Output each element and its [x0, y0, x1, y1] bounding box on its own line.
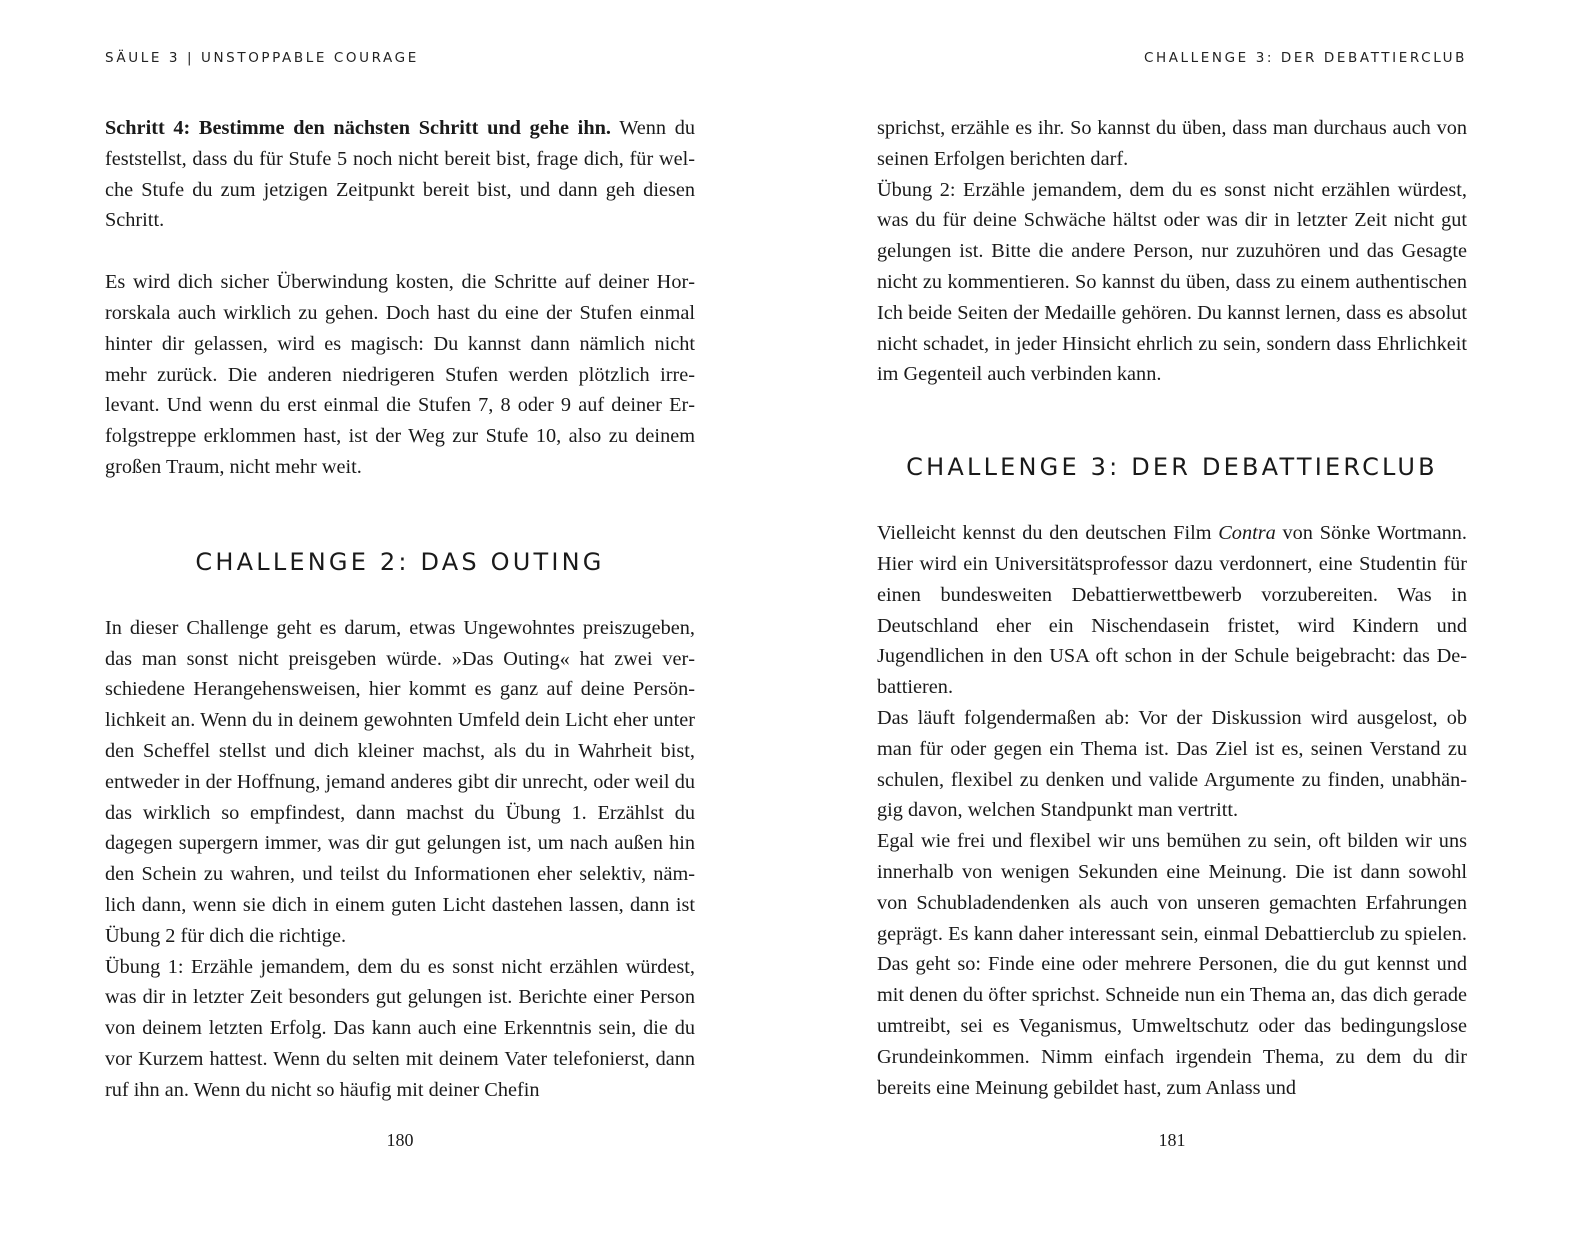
left-page — [105, 0, 695, 1240]
right-page — [877, 0, 1467, 1240]
running-head-right: CHALLENGE 3: DER DEBATTIERCLUB — [1143, 50, 1467, 66]
contra-text-before: Vielleicht kennst du den deutschen Film — [877, 522, 1219, 545]
continued-paragraph: sprichst, erzähle es ihr. So kannst du üben, dass man durchaus auch von seinen Erfolgen berichten darf. — [877, 117, 1467, 170]
outing-paragraph: In dieser Challenge geht es darum, etwas Ungewohntes preiszugeben, das man sonst nicht preisgeben würde. »Das Outing« hat zwei verschiedene Herangehensweisen, hier kommt es ganz auf deine Persönlichkeit an. Wenn du in deinem gewohnten Umfeld dein Licht eher unter den Scheffel stellst und dich kleiner machst, als du in Wahrheit bist, entweder in der Hoffnung, jemand anderes gibt dir unrecht, oder weil du das wirklich so empfindest, dann machst du Übung 1. Erzählst du dagegen supergern immer, was dir gut gelungen ist, um nach außen hin den Schein zu wahren, und teilst du Informationen eher selektiv, nämlich dann, wenn sie dich in einem guten Licht dastehen lassen, dann ist Übung 2 für dich die richtige. — [105, 616, 695, 947]
egal-paragraph: Egal wie frei und flexibel wir uns bemühen zu sein, oft bilden wir uns innerhalb von wenigen Sekunden eine Meinung. Die ist dann sowohl von Schubladendenken als auch von unseren gemachten Erfahrungen geprägt. Es kann daher interessant sein, einmal Debattierclub zu spielen. Das geht so: Finde eine oder mehrere Personen, die du gut kennst und mit denen du öfter sprichst. Schneide nun ein Thema an, das dich gerade umtreibt, sei es Veganismus, Umweltschutz oder das bedingungslose Grundeinkommen. Nimm einfach irgendein Thema, zu dem du dir bereits eine Meinung gebildet hast, zum Anlass und — [877, 830, 1467, 1099]
horror-scale-paragraph: Es wird dich sicher Überwindung kosten, die Schritte auf deiner Horrorskala auch wirklich zu gehen. Doch hast du eine der Stufen einmal hinter dir gelassen, wird es magisch: Du kannst dann nämlich nicht mehr zurück. Die anderen niedrigeren Stufen werden plötzlich irrelevant. Und wenn du erst einmal die Stufen 7, 8 oder 9 auf deiner Erfolgstreppe erklommen hast, ist der Weg zur Stufe 10, also zu deinem großen Traum, nicht mehr weit. — [105, 271, 695, 478]
page-number-left: 180 — [386, 1130, 414, 1150]
step4-text: Wenn du feststellst, dass du für Stufe 5 noch nicht bereit bist, frage dich, für welche Stufe du zum jetzigen Zeitpunkt bereit bist, und dann geh diesen Schritt. — [105, 117, 695, 232]
running-head-left: SÄULE 3 | UNSTOPPABLE COURAGE — [105, 50, 419, 66]
uebung-1-paragraph: Übung 1: Erzähle jemandem, dem du es sonst nicht erzählen würdest, was dir in letzter Zeit besonders gut gelungen ist. Berichte einer Person von deinem letzten Erfolg. Das kann auch eine Erkenntnis sein, die du vor Kurzem hattest. Wenn du selten mit deinem Vater telefonierst, dann ruf ihn an. Wenn du nicht so häufig mit deiner Chefin — [105, 955, 695, 1101]
challenge-2-heading: CHALLENGE 2: DAS OUTING — [195, 547, 605, 576]
film-title-contra: Contra — [1218, 522, 1276, 545]
step4-paragraph — [105, 113, 695, 236]
right-page-body — [877, 113, 1467, 1103]
uebung-2-paragraph: Übung 2: Erzähle jemandem, dem du es sonst nicht erzählen würdest, was du für deine Schwäche hältst oder was dir in letzter Zeit nicht gut gelungen ist. Bitte die andere Person, nur zuzuhören und das Gesagte nicht zu kommentieren. So kannst du üben, dass zu einem authentischen Ich beide Seiten der Medaille gehören. Du kannst lernen, dass es absolut nicht schadet, in jeder Hinsicht ehrlich zu sein, sondern dass Ehrlichkeit im Gegenteil auch verbinden kann. — [877, 178, 1467, 386]
step4-bold-lead: Schritt 4: Bestimme den nächsten Schritt und gehe ihn. — [105, 117, 611, 139]
left-page-body — [105, 113, 695, 1106]
ablauf-paragraph: Das läuft folgendermaßen ab: Vor der Diskussion wird ausgelost, ob man für oder gegen ein Thema ist. Das Ziel ist es, seinen Verstand zu schulen, flexibel zu denken und valide Argumente zu finden, unabhängig davon, welchen Standpunkt man vertritt. — [877, 706, 1467, 822]
contra-paragraph — [877, 518, 1467, 703]
challenge-3-heading: CHALLENGE 3: DER DEBATTIERCLUB — [906, 453, 1438, 482]
page-number-right: 181 — [1158, 1130, 1186, 1150]
contra-text-after: von Sönke Wortmann. Hier wird ein Universitätsprofessor dazu verdonnert, eine Studentin für einen bundesweiten Debattierwettbewerb vorzubereiten. Was in Deutschland eher ein Nischendasein fristet, wird Kindern und Jugendlichen in den USA oft schon in der Schule beigebracht: das Debattieren. — [877, 522, 1467, 699]
